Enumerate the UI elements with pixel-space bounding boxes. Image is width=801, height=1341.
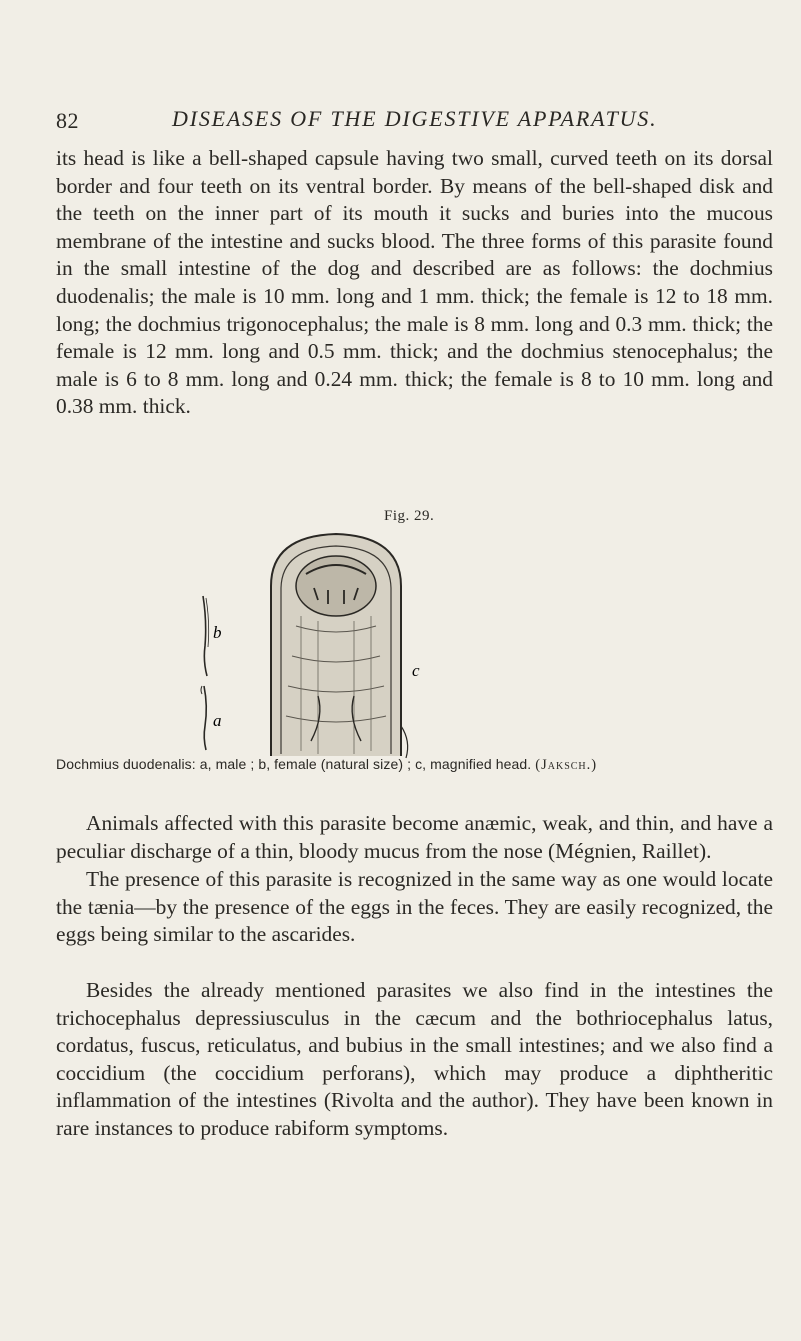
figure-letter-a: a bbox=[213, 711, 222, 730]
magnified-head-illustration bbox=[271, 534, 408, 758]
worm-b-illustration bbox=[203, 596, 209, 676]
running-head: DISEASES OF THE DIGESTIVE APPARATUS. bbox=[172, 106, 658, 131]
figure-letter-b: b bbox=[213, 623, 222, 642]
paragraph-2: Animals affected with this parasite become anæmic, weak, and thin, and have a peculiar discharge of a thin, bloody mucus from the nose (Mégnien, Raillet). bbox=[56, 811, 773, 863]
figure-29 bbox=[56, 508, 773, 798]
caption-attribution: (Jaksch.) bbox=[535, 757, 598, 773]
page-number: 82 bbox=[56, 108, 79, 133]
page-header bbox=[0, 100, 801, 140]
paragraph-3: The presence of this parasite is recognized in the same way as one would locate the tænia—by the presence of the eggs in the feces. They are easily recognized, the eggs being similar to the ascarides. bbox=[56, 867, 773, 947]
figure-letter-c: c bbox=[412, 661, 420, 680]
paragraph-1: its head is like a bell-shaped capsule having two small, curved teeth on its dorsal border and four teeth on its ventral border. By means of the bell-shaped disk and the teeth on the inner part of its mouth it sucks and buries into the mucous membrane of the intestine and sucks blood. The three forms of this parasite found in the small intestine of the dog and described are as follows: the dochmius duodenalis; the male is 10 mm. long and 1 mm. thick; the female is 12 to 18 mm. long; the dochmius trigonocephalus; the male is 8 mm. long and 0.3 mm. thick; the female is 12 mm. long and 0.5 mm. thick; and the dochmius stenocephalus; the male is 6 to 8 mm. long and 0.24 mm. thick; the female is 8 to 10 mm. long and 0.38 mm. thick. bbox=[56, 146, 773, 419]
figure-caption bbox=[56, 756, 773, 774]
caption-text: Dochmius duodenalis: a, male ; b, female (natural size) ; c, magnified head. bbox=[56, 756, 532, 772]
figure-illustration bbox=[56, 526, 773, 766]
paragraph-4: Besides the already mentioned parasites we also find in the intestines the trichocephalus depressiusculus in the cæcum and the bothriocephalus latus, cordatus, fuscus, reticulatus, and bubius in the small intestines; and we also find a coccidium (the coccidium perforans), which may produce a diphtheritic inflammation of the intestines (Rivolta and the author). They have been known in rare instances to produce rabiform symptoms. bbox=[56, 978, 773, 1140]
figure-label: Fig. 29. bbox=[384, 508, 435, 524]
worm-a-illustration bbox=[201, 686, 206, 750]
